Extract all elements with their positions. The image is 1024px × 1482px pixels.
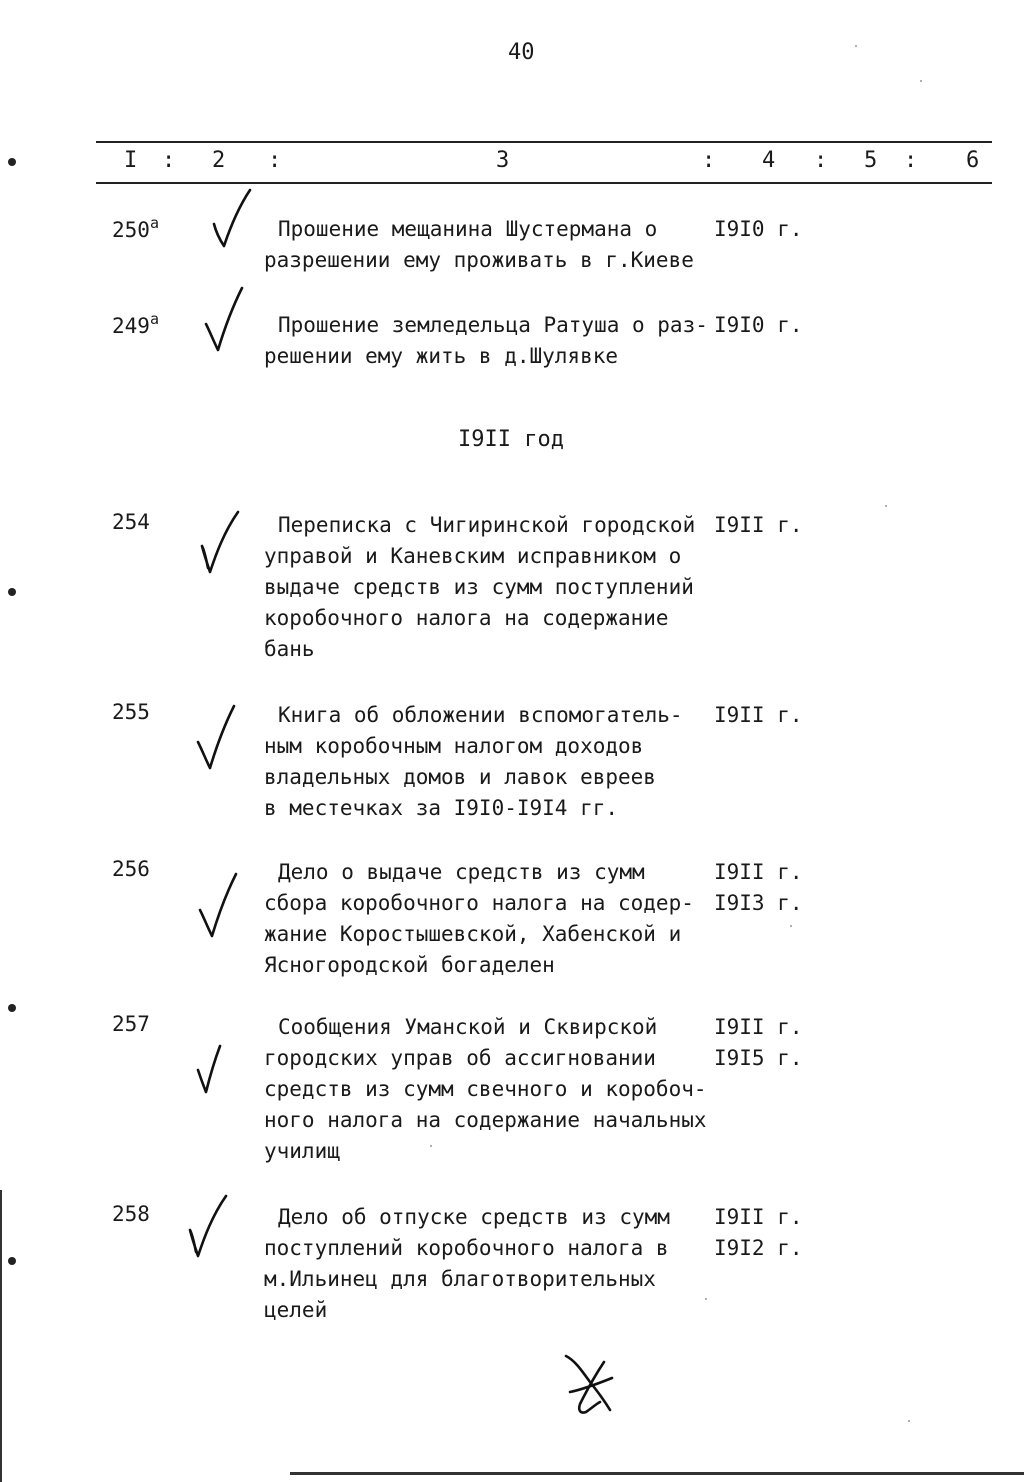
entry-description-line: Прошение мещанина Шустермана о	[278, 217, 658, 241]
entry-number	[112, 214, 159, 242]
handwritten-checkmark-icon	[190, 1040, 242, 1110]
entry-description-line: Книга об обложении вспомогатель-	[278, 703, 683, 727]
entry-description-line: сбора коробочного налога на содер-	[264, 891, 694, 915]
entry-description-line: ного налога на содержание начальных	[264, 1108, 707, 1132]
handwritten-checkmark-icon	[192, 704, 244, 774]
scan-speck	[885, 505, 887, 507]
entry-description-line: средств из сумм свечного и коробоч-	[264, 1077, 707, 1101]
margin-dot	[8, 158, 16, 166]
scan-speck	[920, 80, 922, 82]
entry-date: I9I0 г.	[714, 217, 803, 241]
header-top-rule	[96, 141, 992, 143]
entry-description-line: Ясногородской богаделен	[264, 953, 555, 977]
entry-date: I9I0 г.	[714, 313, 803, 337]
column-separator: :	[814, 148, 828, 173]
handwritten-signature-mark	[560, 1352, 620, 1418]
entry-description-line: ным коробочным налогом доходов	[264, 734, 644, 758]
column-separator: :	[268, 148, 282, 173]
entry-description-line: коробочного налога на содержание	[264, 606, 669, 630]
entry-number-value: 249	[112, 314, 150, 338]
entry-number	[112, 510, 150, 534]
scan-speck	[855, 45, 857, 47]
entry-number-value: 255	[112, 700, 150, 724]
page-edge-line	[0, 1190, 2, 1482]
handwritten-checkmark-icon	[186, 1194, 238, 1264]
entry-date: I9II г.	[714, 513, 803, 537]
entry-number	[112, 857, 150, 881]
entry-description-line: бань	[264, 637, 315, 661]
margin-dot	[8, 1004, 16, 1012]
page-bottom-edge	[290, 1472, 1024, 1475]
scan-speck	[790, 925, 792, 927]
scan-speck	[705, 1298, 707, 1300]
column-separator: :	[702, 148, 716, 173]
header-bottom-rule	[96, 182, 992, 184]
entry-description-line: владельных домов и лавок евреев	[264, 765, 656, 789]
entry-description-line: решении ему жить в д.Шулявке	[264, 344, 619, 368]
handwritten-checkmark-icon	[194, 872, 246, 942]
entry-description-line: разрешении ему проживать в г.Киеве	[264, 248, 694, 272]
entry-description-line: выдаче средств из сумм поступлений	[264, 575, 694, 599]
page-number: 40	[508, 40, 535, 65]
entry-number	[112, 700, 150, 724]
entry-date: I9I5 г.	[714, 1046, 803, 1070]
entry-description-line: городских управ об ассигновании	[264, 1046, 656, 1070]
margin-dot	[8, 588, 16, 596]
column-header-4: 4	[762, 148, 776, 173]
entry-number-suffix: а	[149, 214, 159, 232]
entry-date: I9II г.	[714, 1205, 803, 1229]
entry-number-value: 250	[112, 218, 150, 242]
column-header-3: 3	[496, 148, 510, 173]
entry-number	[112, 310, 159, 338]
column-header-1: I	[124, 148, 138, 173]
entry-date: I9I3 г.	[714, 891, 803, 915]
entry-number-value: 258	[112, 1202, 150, 1226]
scan-speck	[430, 1145, 432, 1147]
entry-number	[112, 1202, 150, 1226]
entry-description-line: Дело о выдаче средств из сумм	[278, 860, 645, 884]
entry-description-line: жание Коростышевской, Хабенской и	[264, 922, 682, 946]
entry-date: I9II г.	[714, 860, 803, 884]
handwritten-checkmark-icon	[204, 186, 256, 256]
entry-description-line: Дело об отпуске средств из сумм	[278, 1205, 670, 1229]
entry-number	[112, 1012, 150, 1036]
handwritten-checkmark-icon	[200, 286, 252, 356]
entry-number-suffix: а	[149, 310, 159, 328]
column-header-6: 6	[966, 148, 980, 173]
entry-description-line: училищ	[264, 1139, 340, 1163]
entry-description-line: Переписка с Чигиринской городской	[278, 513, 696, 537]
entry-date: I9I2 г.	[714, 1236, 803, 1260]
entry-description-line: целей	[264, 1298, 328, 1322]
column-header-5: 5	[864, 148, 878, 173]
entry-description-line: в местечках за I9I0-I9I4 гг.	[264, 796, 619, 820]
entry-description-line: управой и Каневским исправником о	[264, 544, 682, 568]
entry-number-value: 256	[112, 857, 150, 881]
column-separator: :	[904, 148, 918, 173]
entry-description-line: Прошение земледельца Ратуша о раз-	[278, 313, 708, 337]
year-heading: I9II год	[458, 427, 564, 452]
handwritten-checkmark-icon	[198, 510, 250, 580]
entry-description-line: поступлений коробочного налога в	[264, 1236, 669, 1260]
entry-description-line: м.Ильинец для благотворительных	[264, 1267, 656, 1291]
margin-dot	[8, 1257, 16, 1265]
column-header-2: 2	[212, 148, 226, 173]
entry-number-value: 254	[112, 510, 150, 534]
entry-description-line: Сообщения Уманской и Сквирской	[278, 1015, 658, 1039]
column-separator: :	[162, 148, 176, 173]
entry-date: I9II г.	[714, 703, 803, 727]
entry-date: I9II г.	[714, 1015, 803, 1039]
entry-number-value: 257	[112, 1012, 150, 1036]
scan-speck	[908, 1420, 910, 1422]
